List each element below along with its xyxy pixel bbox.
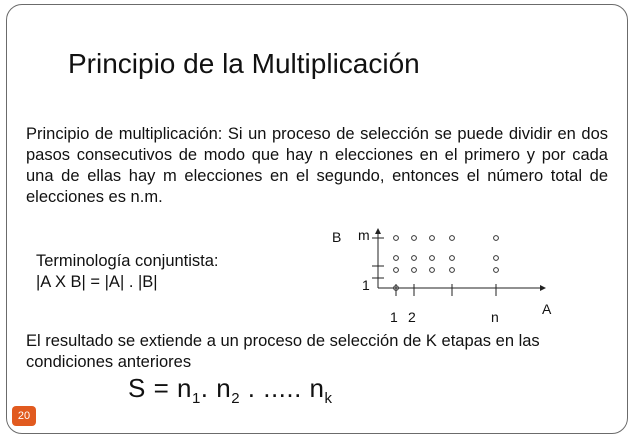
terminology-label: Terminología conjuntista:	[36, 252, 219, 270]
slide-title: Principio de la Multiplicación	[68, 48, 420, 79]
data-point	[494, 268, 499, 273]
chart-points	[394, 236, 499, 291]
data-point	[394, 236, 399, 241]
x-tick-label: n	[491, 309, 499, 325]
x-tick-label: 1	[390, 309, 398, 325]
data-point	[430, 256, 435, 261]
product-formula: $S = n_1$. $n_2$ . ..... $n_k$	[128, 373, 333, 408]
cartesian-product-chart	[328, 222, 558, 328]
chart-labels	[332, 227, 552, 325]
y-axis-arrow	[375, 228, 381, 234]
page-number-badge: 20	[12, 406, 36, 426]
extension-paragraph: El resultado se extiende a un proceso de selección de K etapas en las condiciones anteriores	[26, 332, 540, 371]
principle-paragraph: Principio de multiplicación: Si un proceso de selección se puede dividir en dos pasos consecutivos de modo que hay n elecciones en el primero y por cada una de ellas hay m elecciones en el segundo, entonces el número total de elecciones es n.m.	[26, 125, 608, 206]
data-point	[450, 236, 455, 241]
data-point	[394, 268, 399, 273]
x-axis-label: A	[542, 301, 552, 317]
data-point	[450, 256, 455, 261]
data-point	[412, 256, 417, 261]
terminology-formula: |A X B| = |A| . |B|	[36, 273, 158, 291]
data-point	[394, 256, 399, 261]
x-tick-label: 2	[408, 309, 416, 325]
y-tick-label: 1	[362, 277, 370, 293]
data-point	[430, 236, 435, 241]
y-tick-label: m	[358, 227, 370, 243]
data-point	[430, 268, 435, 273]
y-axis-label: B	[332, 229, 342, 245]
data-point	[412, 236, 417, 241]
data-point	[494, 236, 499, 241]
data-point	[494, 256, 499, 261]
data-point	[450, 268, 455, 273]
x-axis-arrow	[540, 285, 546, 291]
data-point	[412, 268, 417, 273]
